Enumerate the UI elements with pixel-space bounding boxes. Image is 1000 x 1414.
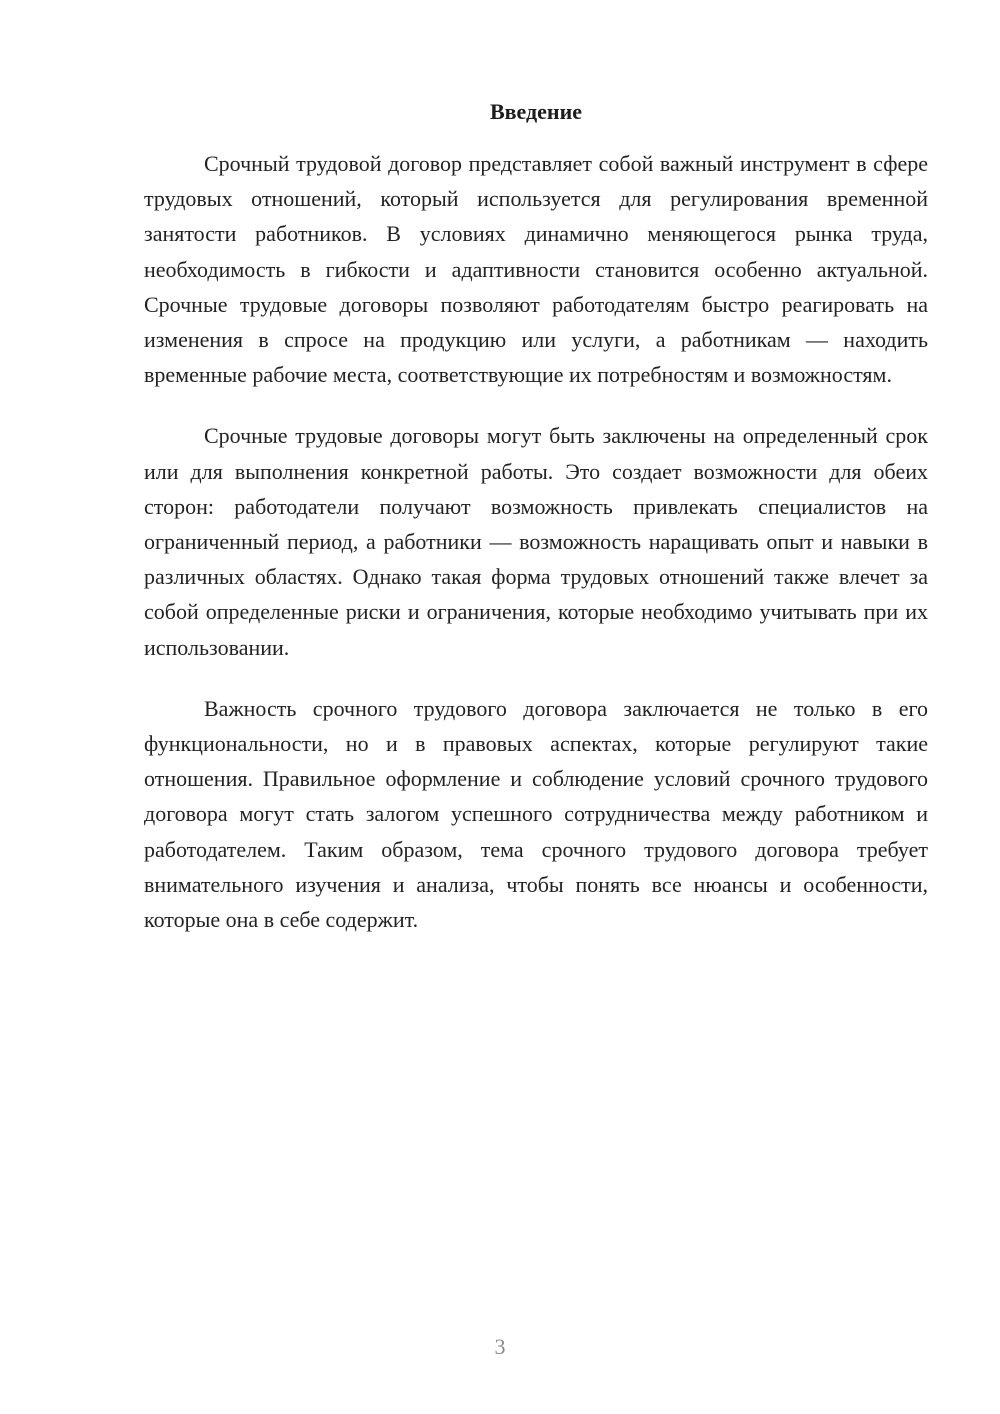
page-number: 3 xyxy=(494,1334,506,1359)
paragraph-2: Срочные трудовые договоры могут быть заключены на определенный срок или для выполнения конкретной работы. Это создает возможности для обеих сторон: работодатели получают возможность привлекать специалистов на ограниченный период, а работники — возможность наращивать опыт и навыки в различных областях. Однако такая форма трудовых отношений также влечет за собой определенные риски и ограничения, которые необходимо учитывать при их использовании. xyxy=(144,423,928,660)
paragraph-1: Срочный трудовой договор представляет собой важный инструмент в сфере трудовых отношений, который используется для регулирования временной занятости работников. В условиях динамично меняющегося рынка труда, необходимость в гибкости и адаптивности становится особенно актуальной. Срочные трудовые договоры позволяют работодателям быстро реагировать на изменения в спросе на продукцию или услуги, а работникам — находить временные рабочие места, соответствующие их потребностям и возможностям. xyxy=(144,151,928,388)
paragraph-3: Важность срочного трудового договора заключается не только в его функциональности, но и в правовых аспектах, которые регулируют такие отношения. Правильное оформление и соблюдение условий срочного трудового договора могут стать залогом успешного сотрудничества между работником и работодателем. Таким образом, тема срочного трудового договора требует внимательного изучения и анализа, чтобы понять все нюансы и особенности, которые она в себе содержит. xyxy=(144,695,928,933)
document-body xyxy=(144,96,928,937)
section-title: Введение xyxy=(489,99,583,124)
